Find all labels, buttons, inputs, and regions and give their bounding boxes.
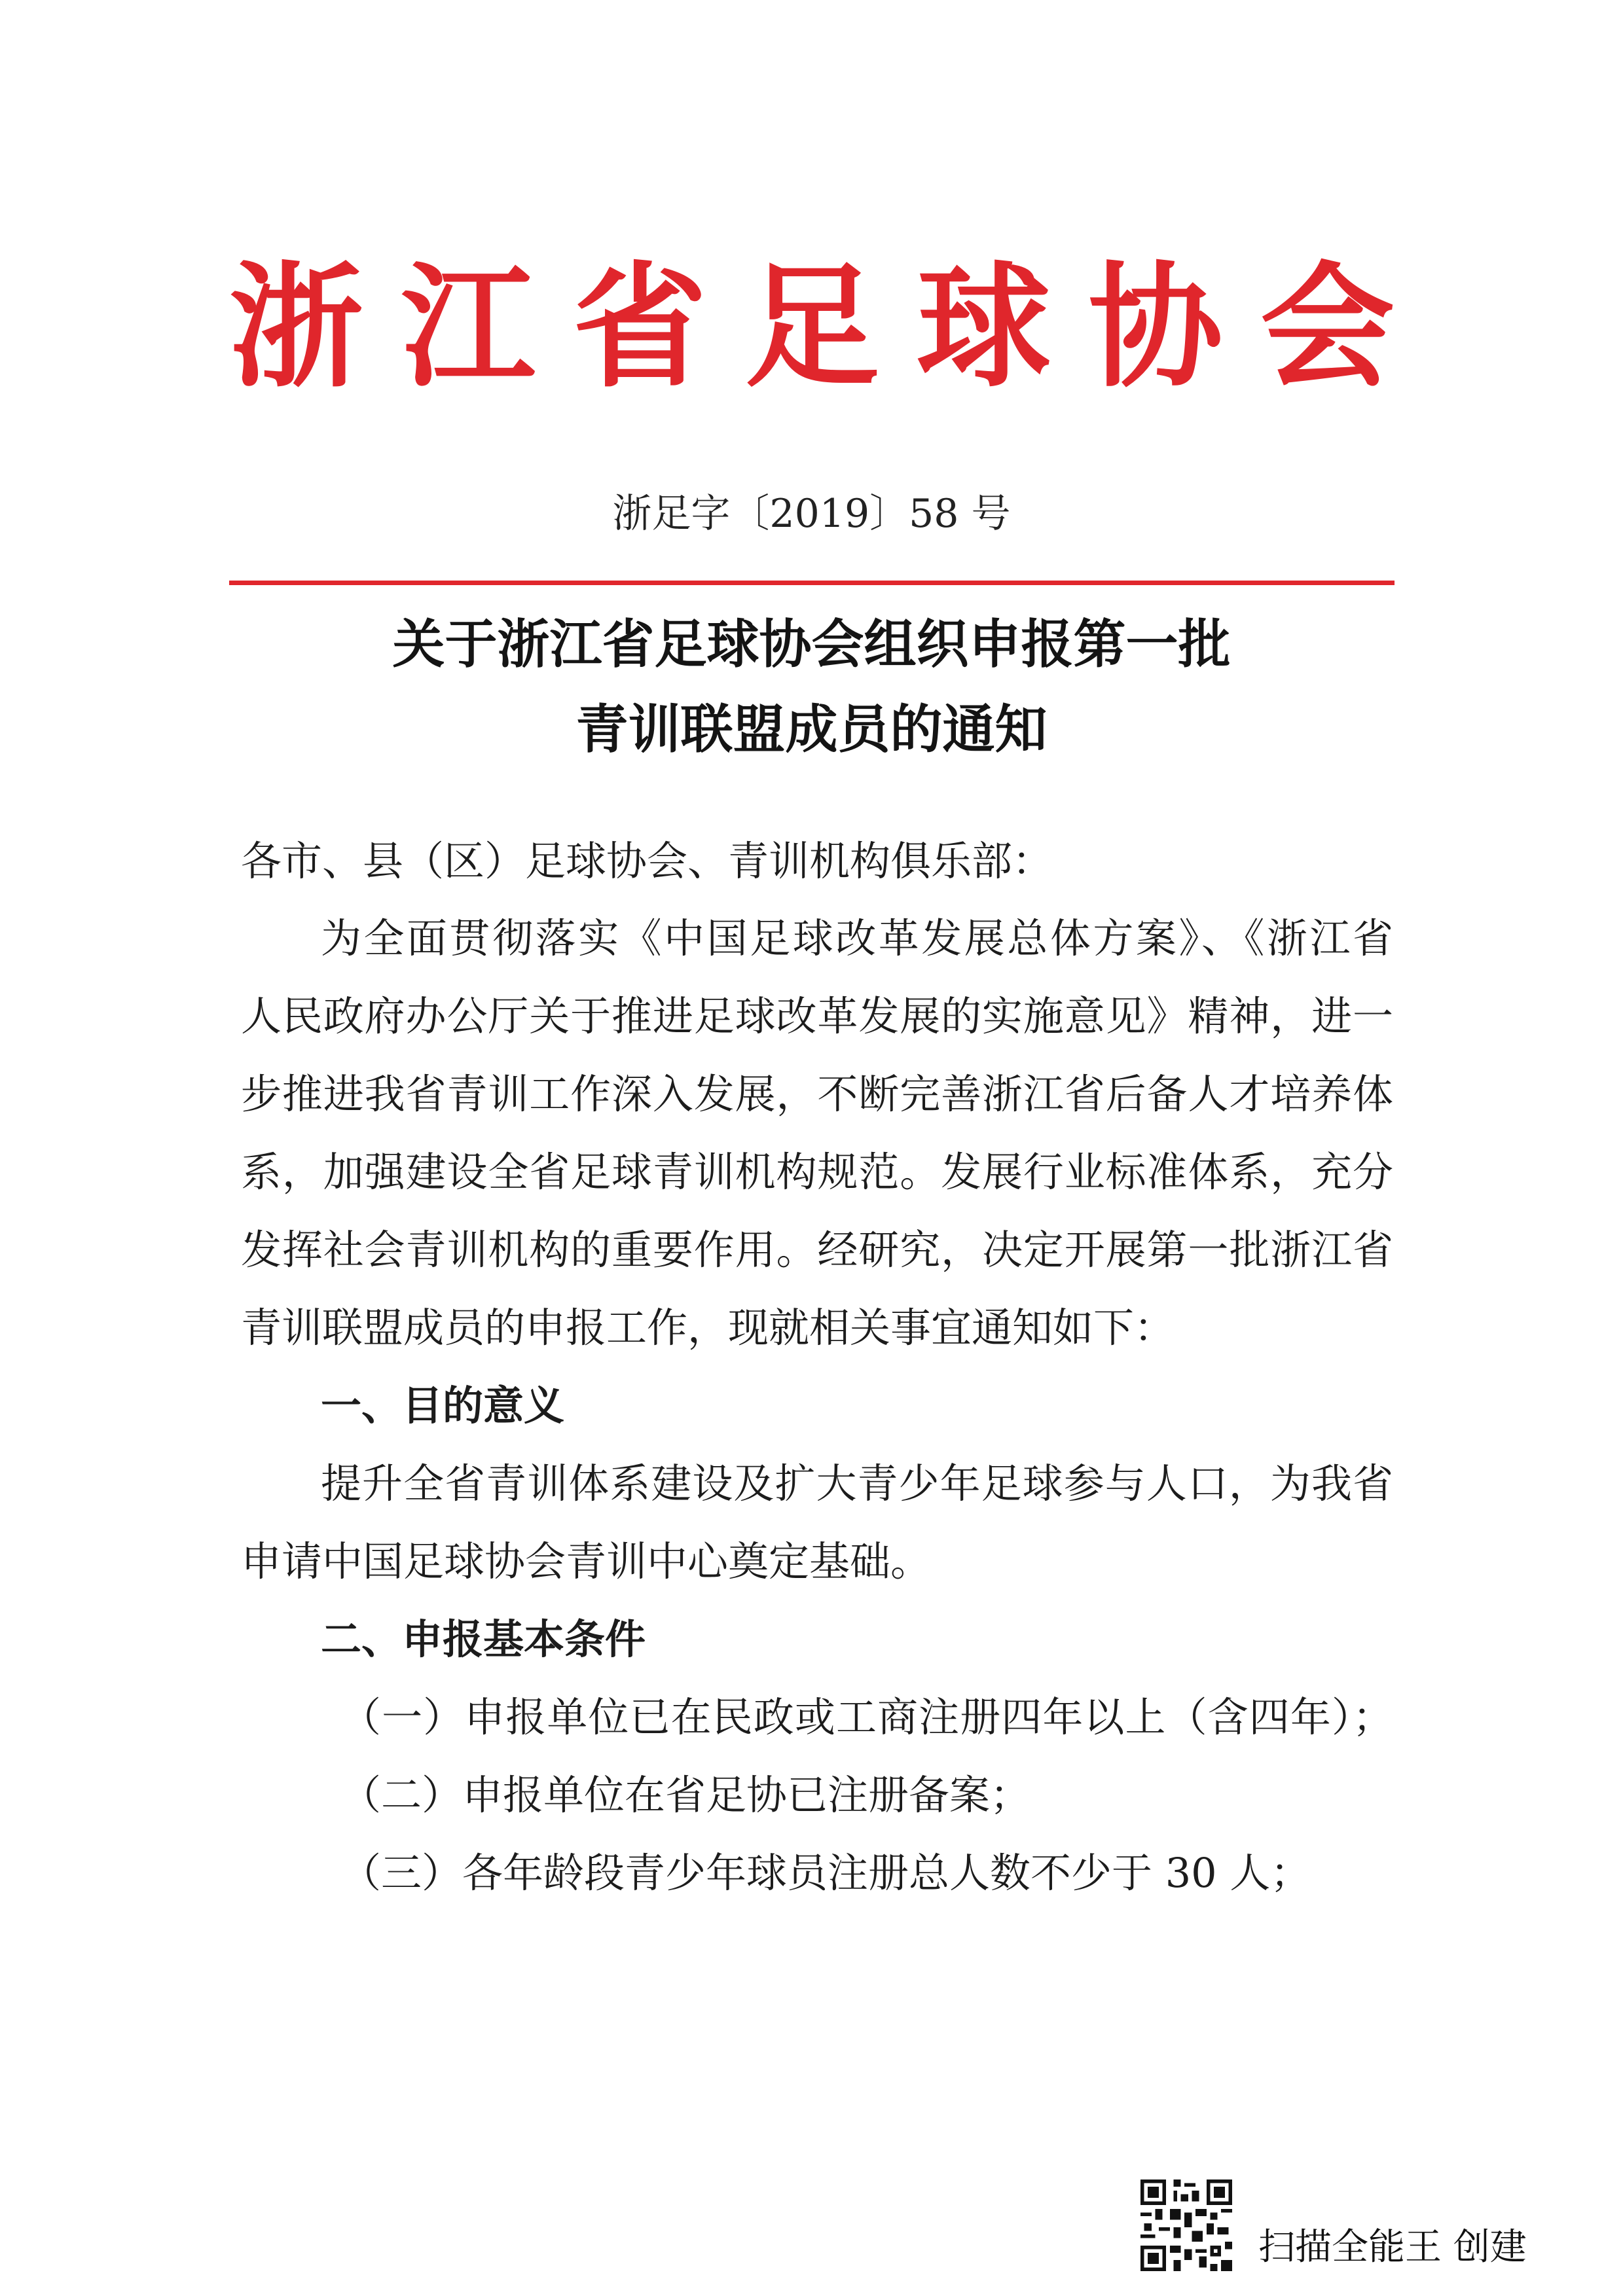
salutation: 各市、县（区）足球协会、青训机构俱乐部： bbox=[241, 837, 1053, 885]
letterhead-char: 球 bbox=[917, 248, 1051, 406]
intro-paragraph-line: 步推进我省青训工作深入发展，不断完善浙江省后备人才培养体 bbox=[241, 1070, 1393, 1118]
intro-paragraph-line: 系，加强建设全省足球青训机构规范。发展行业标准体系，充分 bbox=[241, 1148, 1393, 1196]
condition-item: （二）申报单位在省足协已注册备案； bbox=[340, 1771, 1031, 1819]
red-divider-line bbox=[229, 581, 1395, 585]
section-paragraph-line: 提升全省青训体系建设及扩大青少年足球参与人口，为我省 bbox=[321, 1460, 1393, 1507]
document-title-line-1: 关于浙江省足球协会组织申报第一批 bbox=[392, 614, 1231, 675]
qr-code-icon bbox=[1140, 2179, 1232, 2271]
intro-paragraph-line: 发挥社会青训机构的重要作用。经研究，决定开展第一批浙江省 bbox=[241, 1226, 1393, 1274]
intro-paragraph-line: 为全面贯彻落实《中国足球改革发展总体方案》、《浙江省 bbox=[321, 914, 1393, 962]
section-paragraph-line: 申请中国足球协会青训中心奠定基础。 bbox=[241, 1537, 932, 1585]
letterhead-char: 江 bbox=[401, 248, 536, 406]
letterhead-char: 省 bbox=[573, 248, 707, 406]
letterhead-char: 浙 bbox=[229, 248, 363, 406]
letterhead-char: 会 bbox=[1260, 248, 1395, 406]
document-title-line-2: 青训联盟成员的通知 bbox=[575, 699, 1048, 760]
section-heading-conditions: 二、申报基本条件 bbox=[321, 1615, 646, 1663]
intro-paragraph-line: 人民政府办公厅关于推进足球改革发展的实施意见》精神，进一 bbox=[241, 992, 1393, 1040]
letterhead-char: 协 bbox=[1088, 248, 1223, 406]
letterhead-char: 足 bbox=[744, 248, 879, 406]
scanner-watermark bbox=[1140, 2179, 1527, 2271]
condition-item: （三）各年龄段青少年球员注册总人数不少于 30 人； bbox=[340, 1849, 1311, 1897]
condition-item: （一）申报单位已在民政或工商注册四年以上（含四年）； bbox=[340, 1693, 1393, 1741]
scanner-app-label: 扫描全能王 创建 bbox=[1258, 2226, 1527, 2269]
document-number: 浙足字〔2019〕58 号 bbox=[612, 491, 1011, 537]
intro-paragraph-line: 青训联盟成员的申报工作，现就相关事宜通知如下： bbox=[241, 1304, 1175, 1352]
letterhead-org-name bbox=[229, 249, 1395, 406]
section-heading-purpose: 一、目的意义 bbox=[321, 1382, 565, 1429]
